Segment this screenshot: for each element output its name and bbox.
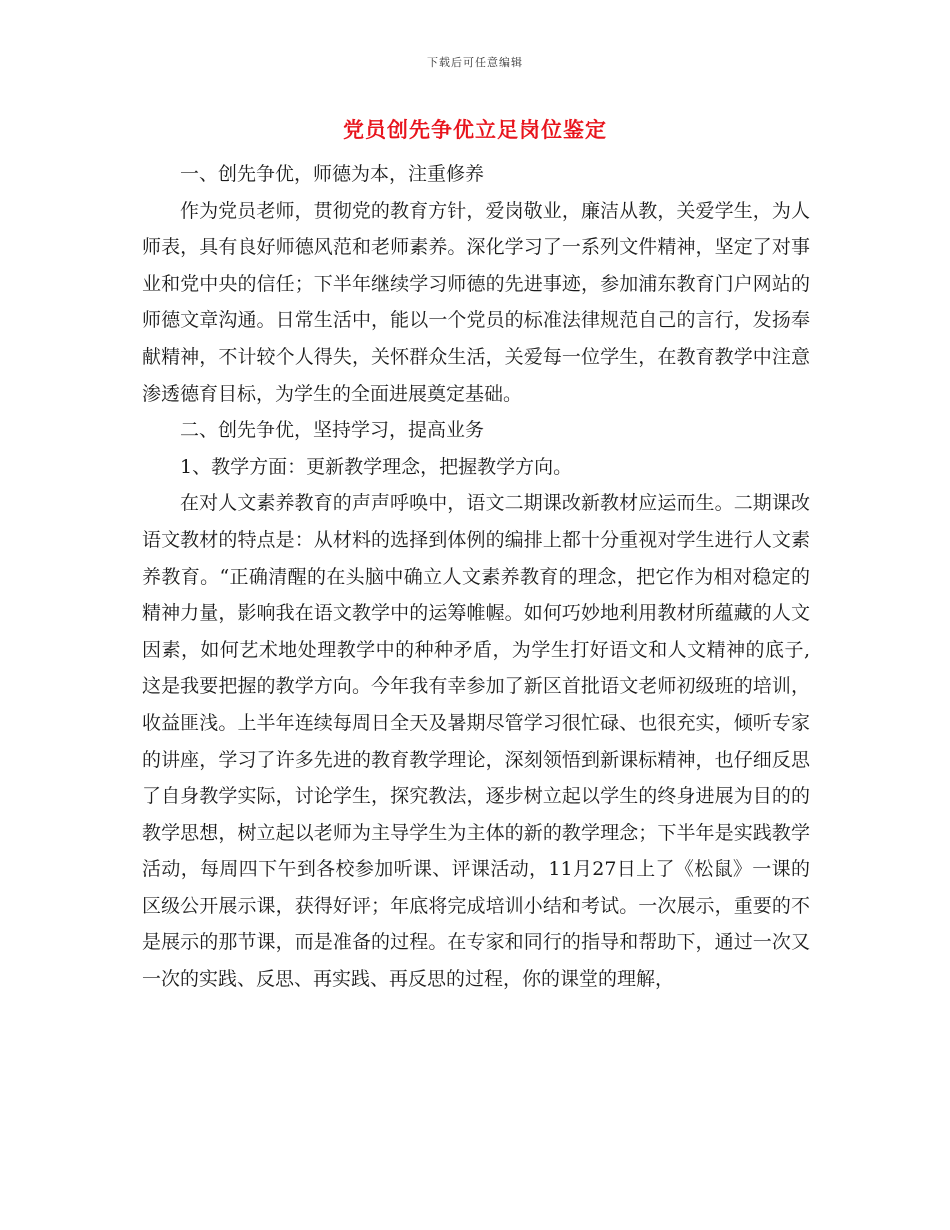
section-heading-2: 二、创先争优，坚持学习，提高业务 bbox=[180, 419, 485, 442]
header-note: 下载后可任意编辑 bbox=[427, 56, 523, 69]
paragraph-1: 作为党员老师，贯彻党的教育方针，爱岗敬业，廉洁从教，关爱学生，为人师表，具有良好师德风范和老师素养。深化学习了一系列文件精神，坚定了对事业和党中央的信任；下半年继续学习师德的先进事迹，参加浦东教育门户网站的师德文章沟通。日常生活中，能以一个党员的标准法律规范自己的言行，发扬奉献精神，不计较个人得失，关怀群众生活，关爱每一位学生，在教育教学中注意渗透德育目标，为学生的全面进展奠定基础。 bbox=[142, 199, 810, 405]
paragraph-2: 在对人文素养教育的声声呼唤中，语文二期课改新教材应运而生。二期课改语文教材的特点是：从材料的选择到体例的编排上都十分重视对学生进行人文素养教育。“正确清醒的在头脑中确立人文素养教育的理念，把它作为相对稳定的精神力量，影响我在语文教学中的运筹帷幄。如何巧妙地利用教材所蕴藏的人文因素，如何艺术地处理教学中的种种矛盾，为学生打好语文和人文精神的底子,这是我要把握的教学方向。今年我有幸参加了新区首批语文老师初级班的培训，收益匪浅。上半年连续每周日全天及暑期尽管学习很忙碌、也很充实，倾听专家的讲座，学习了许多先进的教育教学理论，深刻领悟到新课标精神，也仔细反思了自身教学实际，讨论学生，探究教法，逐步树立起以学生的终身进展为目的的教学思想，树立起以老师为主导学生为主体的新的教学理念；下半年是实践教学活动，每周四下午到各校参加听课、评课活动，11月27日上了《松鼠》一课的区级公开展示课，获得好评；年底将完成培训小结和考试。一次展示，重要的不是展示的那节课，而是准备的过程。在专家和同行的指导和帮助下，通过一次又一次的实践、反思、再实践、再反思的过程，你的课堂的理解， bbox=[142, 492, 810, 991]
document-body bbox=[142, 156, 810, 998]
document-title: 党员创先争优立足岗位鉴定 bbox=[343, 117, 607, 142]
subsection-heading-1: 1、教学方面：更新教学理念，把握教学方向。 bbox=[180, 455, 573, 478]
section-heading-1: 一、创先争优，师德为本，注重修养 bbox=[180, 163, 485, 185]
